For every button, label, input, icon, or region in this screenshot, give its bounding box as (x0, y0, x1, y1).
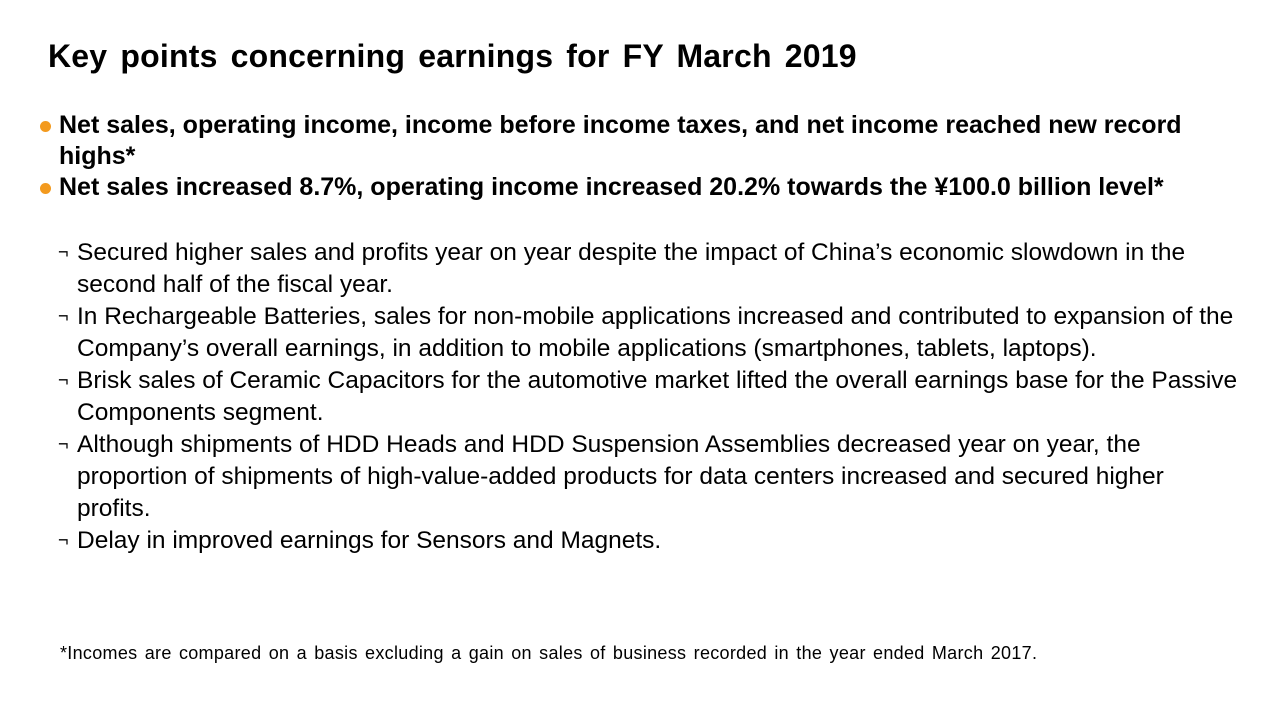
detail-text: Although shipments of HDD Heads and HDD Suspension Assemblies decreased year on year, the proportion of shipments of high-value-added products for data centers increased and secured higher profits. (77, 431, 1164, 522)
detail-marker-icon: ¬ (58, 434, 69, 454)
detail-list (58, 237, 1238, 557)
bullet-dot-icon (40, 183, 51, 194)
detail-text: Secured higher sales and profits year on year despite the impact of China’s economic slowdown in the second half of the fiscal year. (77, 239, 1186, 298)
detail-marker-icon: ¬ (58, 530, 69, 550)
detail-text: Brisk sales of Ceramic Capacitors for the automotive market lifted the overall earnings base for the Passive Components segment. (77, 367, 1238, 426)
detail-item (58, 525, 1238, 557)
detail-marker-icon: ¬ (58, 370, 69, 390)
key-point-item (40, 172, 1260, 203)
detail-text: Delay in improved earnings for Sensors and Magnets. (77, 527, 662, 554)
detail-item (58, 429, 1238, 525)
footnote: *Incomes are compared on a basis excluding a gain on sales of business recorded in the year ended March 2017. (60, 643, 1038, 663)
detail-item (58, 301, 1238, 365)
bullet-dot-icon (40, 121, 51, 132)
detail-text: In Rechargeable Batteries, sales for non-mobile applications increased and contributed to expansion of the Company’s overall earnings, in addition to mobile applications (smartphones, tablets, laptops). (77, 303, 1234, 362)
detail-item (58, 365, 1238, 429)
detail-item (58, 237, 1238, 301)
key-point-text: Net sales, operating income, income before income taxes, and net income reached new record highs* (59, 111, 1182, 170)
detail-marker-icon: ¬ (58, 306, 69, 326)
key-point-text: Net sales increased 8.7%, operating income increased 20.2% towards the ¥100.0 billion level* (59, 173, 1164, 201)
key-point-item (40, 110, 1260, 172)
detail-marker-icon: ¬ (58, 242, 69, 262)
slide-title: Key points concerning earnings for FY March 2019 (48, 38, 857, 74)
key-points-list (40, 110, 1260, 203)
